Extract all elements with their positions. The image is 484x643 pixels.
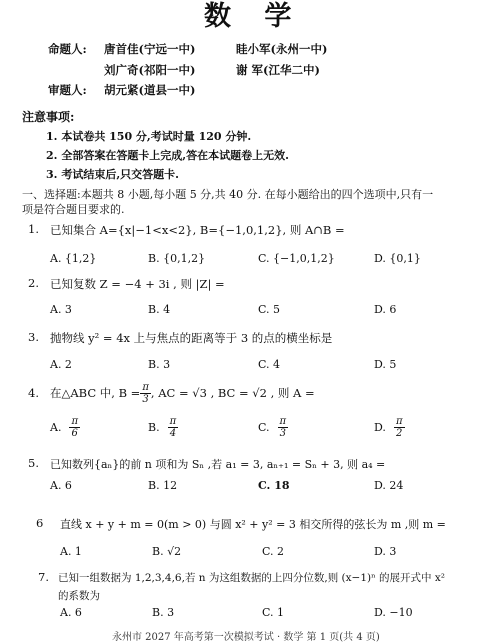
option-d: D. {0,1} xyxy=(374,252,421,265)
option-a: A. 2 xyxy=(50,358,72,371)
question-number: 6 xyxy=(36,516,44,530)
option-c: C. {−1,0,1,2} xyxy=(258,252,335,265)
question-stem: 抛物线 y² = 4x 上与焦点的距离等于 3 的点的横坐标是 xyxy=(50,331,333,345)
proposer-3: 刘广奇(祁阳一中) xyxy=(104,63,196,77)
section-instruction-cont: 项是符合题目要求的. xyxy=(22,203,125,216)
fraction xyxy=(168,416,179,439)
proposer-label: 命题人: xyxy=(48,42,87,56)
note-item: 3. 考试结束后,只交答题卡. xyxy=(46,168,179,181)
numerator: π xyxy=(395,416,403,427)
option-c: C. 2 xyxy=(262,545,285,558)
option-b: B. 3 xyxy=(152,606,175,619)
fraction xyxy=(278,416,289,439)
fraction xyxy=(69,416,80,439)
question-stem: 已知集合 A={x|−1<x<2}, B={−1,0,1,2}, 则 A∩B = xyxy=(50,223,345,237)
numerator: π xyxy=(169,416,177,427)
option-c: C. 5 xyxy=(258,303,281,316)
option-label: A. xyxy=(50,421,62,434)
page-title: 数 学 xyxy=(204,1,304,32)
option-b: B. 12 xyxy=(148,479,178,492)
fraction xyxy=(394,416,405,439)
question-number: 2. xyxy=(28,276,39,290)
option-d: D. 24 xyxy=(374,479,404,492)
page-footer: 永州市 2027 年高考第一次模拟考试 · 数学 第 1 页(共 4 页) xyxy=(112,632,380,643)
option-a: A. 1 xyxy=(60,545,82,558)
question-stem: 已知数列{aₙ}的前 n 项和为 Sₙ ,若 a₁ = 3, aₙ₊₁ = Sₙ + 3, 则 a₄ = xyxy=(50,458,386,471)
question-number: 3. xyxy=(28,330,39,344)
question-stem: 已知复数 Z = −4 + 3i , 则 |Z| = xyxy=(50,277,225,291)
denominator: 3 xyxy=(142,393,149,405)
option-a: A. 3 xyxy=(50,303,72,316)
option-b: B. {0,1,2} xyxy=(148,252,206,265)
denominator: 2 xyxy=(396,428,403,439)
proposer-1: 唐首佳(宁远一中) xyxy=(104,42,196,56)
option-a: A. {1,2} xyxy=(50,252,97,265)
question-stem: 已知一组数据为 1,2,3,4,6,若 n 为这组数据的上四分位数,则 (x−1)ⁿ 的展开式中 x² xyxy=(58,572,445,584)
denominator: 6 xyxy=(71,428,78,439)
question-stem xyxy=(50,378,315,408)
option-b xyxy=(148,416,178,439)
reviewer-1: 胡元紧(道县一中) xyxy=(104,83,196,97)
question-number: 1. xyxy=(28,222,39,236)
note-item: 2. 全部答案在答题卡上完成,答在本试题卷上无效. xyxy=(46,149,289,162)
option-c: C. 4 xyxy=(258,358,281,371)
proposer-4: 谢 军(江华二中) xyxy=(236,63,320,77)
option-b: B. √2 xyxy=(152,545,182,558)
option-d xyxy=(374,416,405,439)
question-number: 5. xyxy=(28,456,39,470)
stem-part: 在△ABC 中, B = xyxy=(50,386,141,400)
fraction xyxy=(140,382,151,405)
numerator: π xyxy=(71,416,79,427)
option-label: B. xyxy=(148,421,160,434)
option-c: C. 1 xyxy=(262,606,285,619)
reviewer-label: 审题人: xyxy=(48,83,87,97)
option-d: D. 6 xyxy=(374,303,397,316)
stem-part: , AC = √3 , BC = √2 , 则 A = xyxy=(150,386,315,400)
numerator: π xyxy=(279,416,287,427)
note-item: 1. 本试卷共 150 分,考试时量 120 分钟. xyxy=(46,130,252,143)
notes-heading: 注意事项: xyxy=(22,110,75,124)
question-stem-cont: 的系数为 xyxy=(58,590,100,602)
option-b: B. 3 xyxy=(148,358,171,371)
option-label: D. xyxy=(374,421,386,434)
question-number: 4. xyxy=(28,386,39,400)
option-c: C. 18 xyxy=(258,479,290,492)
option-a: A. 6 xyxy=(50,479,72,492)
numerator: π xyxy=(142,381,149,393)
option-label: C. xyxy=(258,421,270,434)
denominator: 3 xyxy=(279,428,286,439)
option-b: B. 4 xyxy=(148,303,171,316)
section-instruction: 一、选择题:本题共 8 小题,每小题 5 分,共 40 分. 在每小题给出的四个选项中,只有一 xyxy=(22,188,434,201)
option-c xyxy=(258,416,288,439)
option-a: A. 6 xyxy=(60,606,82,619)
proposer-2: 眭小军(永州一中) xyxy=(236,42,328,56)
option-a xyxy=(50,416,80,439)
denominator: 4 xyxy=(169,428,177,439)
option-d: D. 3 xyxy=(374,545,397,558)
question-number: 7. xyxy=(38,570,49,584)
option-d: D. −10 xyxy=(374,606,413,619)
question-stem: 直线 x + y + m = 0(m > 0) 与圆 x² + y² = 3 相交所得的弦长为 m ,则 m = xyxy=(60,518,446,531)
option-d: D. 5 xyxy=(374,358,397,371)
